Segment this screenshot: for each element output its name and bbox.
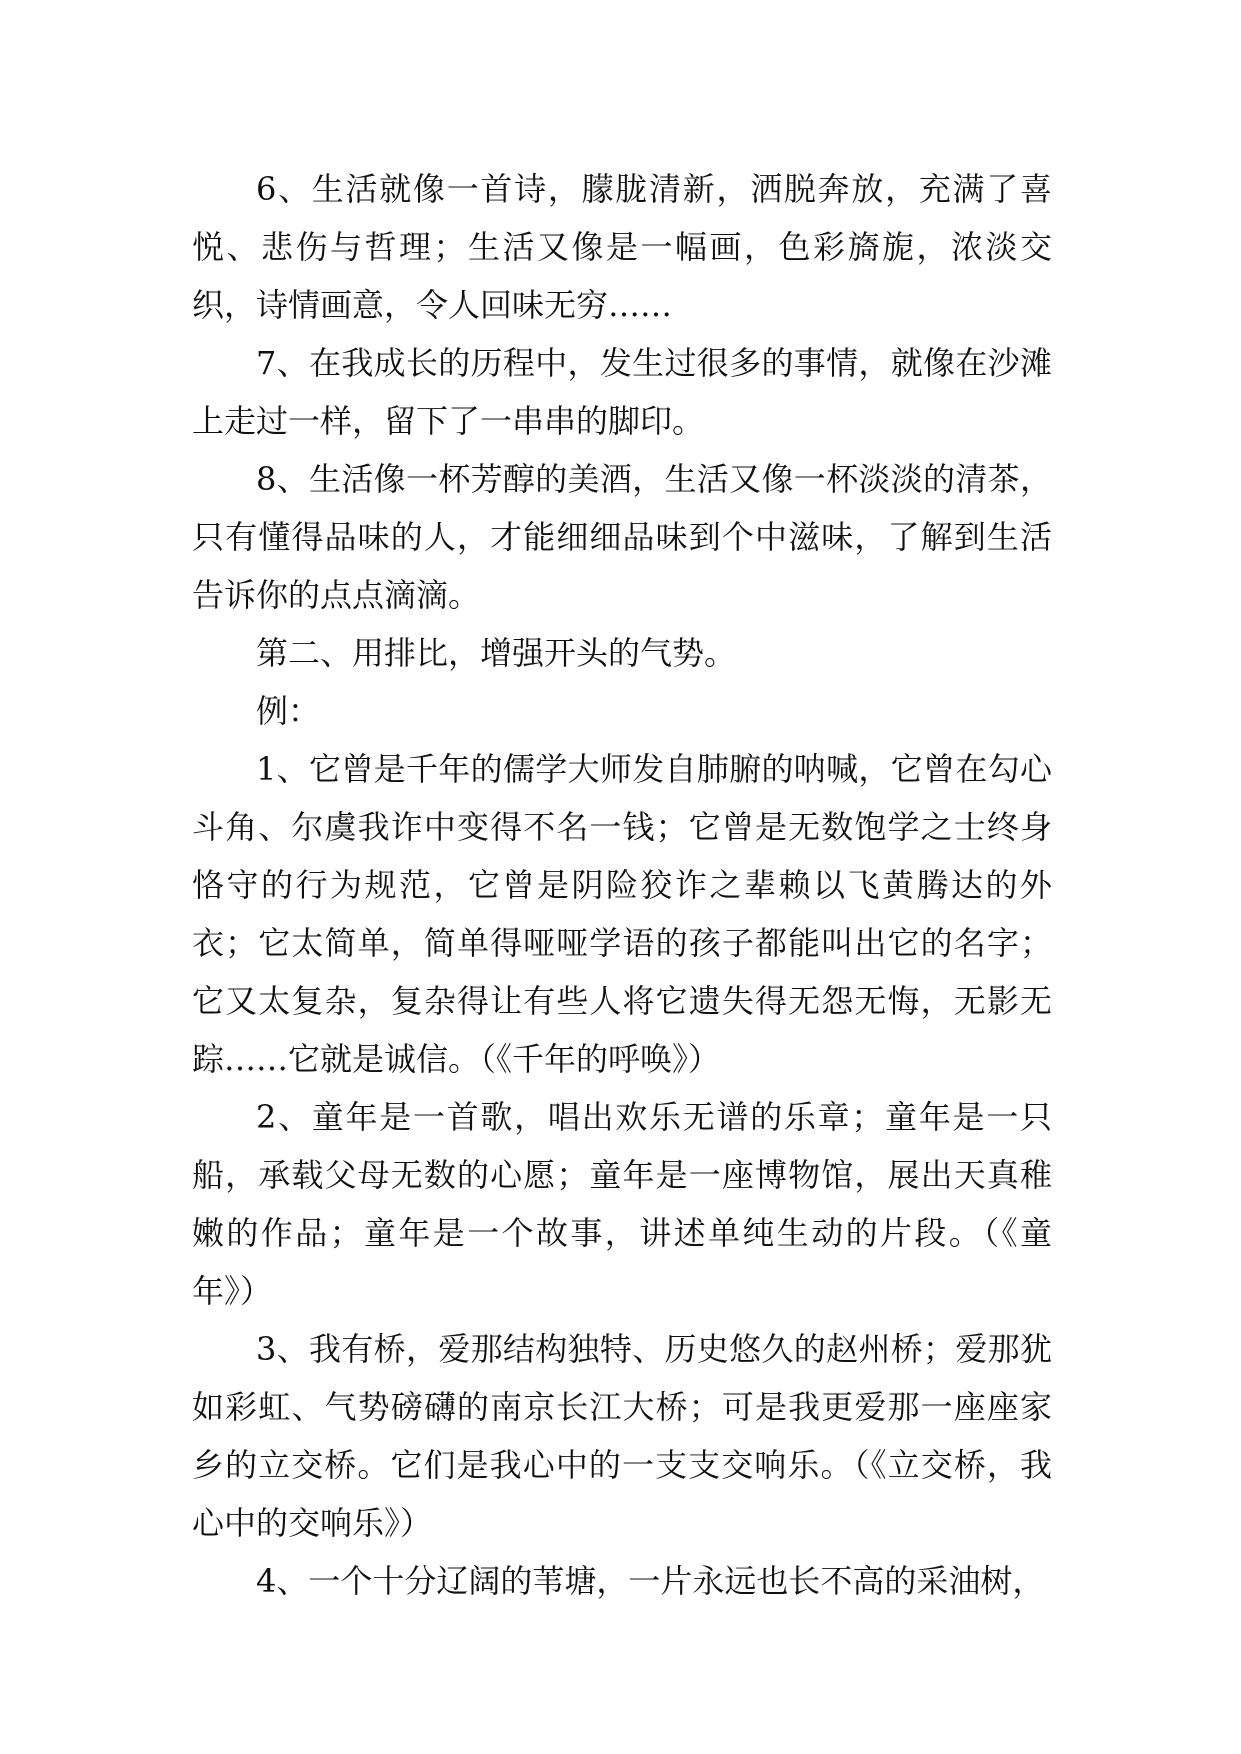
section-heading: 第二、用排比，增强开头的气势。: [256, 634, 737, 672]
example-2: 2、童年是一首歌，唱出欢乐无谱的乐章；童年是一只船，承载父母无数的心愿；童年是一座博物馆，展出天真稚嫩的作品；童年是一个故事，讲述单纯生动的片段。（《童年》）: [192, 1098, 1052, 1310]
document-page: [192, 160, 1052, 1610]
example-3: 3、我有桥，爱那结构独特、历史悠久的赵州桥；爱那犹如彩虹、气势磅礴的南京长江大桥；可是我更爱那一座座家乡的立交桥。它们是我心中的一支支交响乐。（《立交桥，我心中的交响乐》）: [192, 1330, 1052, 1542]
example-1: 1、它曾是千年的儒学大师发自肺腑的呐喊，它曾在勾心斗角、尔虞我诈中变得不名一钱；它曾是无数饱学之士终身恪守的行为规范，它曾是阴险狡诈之辈赖以飞黄腾达的外衣；它太简单，简单得哑哑学语的孩子都能叫出它的名字；它又太复杂，复杂得让有些人将它遗失得无怨无悔，无影无踪……它就是诚信。（《千年的呼唤》）: [192, 750, 1052, 1078]
example-4: 4、一个十分辽阔的苇塘，一片永远也长不高的采油树，: [256, 1562, 1045, 1600]
example-label: 例：: [256, 692, 321, 730]
paragraph-6: 6、生活就像一首诗，朦胧清新，洒脱奔放，充满了喜悦、悲伤与哲理；生活又像是一幅画，色彩旖旎，浓淡交织，诗情画意，令人回味无穷……: [192, 170, 1052, 324]
paragraph-8: 8、生活像一杯芳醇的美酒，生活又像一杯淡淡的清茶，只有懂得品味的人，才能细细品味到个中滋味，了解到生活告诉你的点点滴滴。: [192, 460, 1052, 614]
paragraph-7: 7、在我成长的历程中，发生过很多的事情，就像在沙滩上走过一样，留下了一串串的脚印。: [192, 344, 1052, 440]
